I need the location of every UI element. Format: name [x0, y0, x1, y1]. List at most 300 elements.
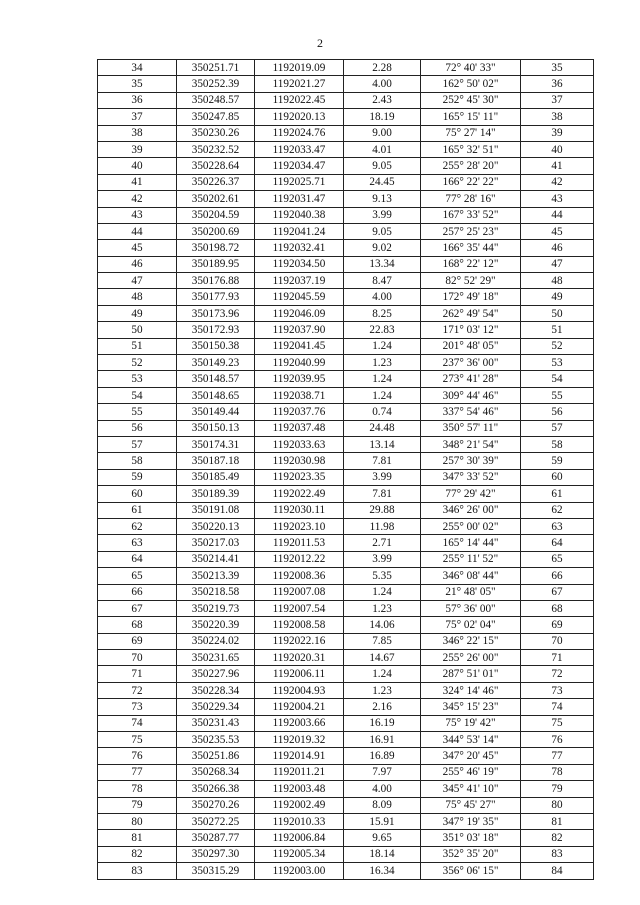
cell-distance: 2.71 — [344, 535, 421, 551]
cell-coord-x: 350231.43 — [177, 715, 255, 731]
cell-bearing: 201° 48' 05" — [421, 338, 521, 354]
cell-distance: 1.24 — [344, 371, 421, 387]
cell-coord-x: 350230.26 — [177, 125, 255, 141]
cell-distance: 9.00 — [344, 125, 421, 141]
cell-coord-x: 350315.29 — [177, 863, 255, 879]
cell-coord-x: 350224.02 — [177, 633, 255, 649]
cell-point-from: 35 — [98, 76, 177, 92]
table-row — [98, 109, 594, 125]
table-row — [98, 535, 594, 551]
table-row — [98, 371, 594, 387]
cell-coord-x: 350214.41 — [177, 551, 255, 567]
cell-point-from: 64 — [98, 551, 177, 567]
cell-point-to: 67 — [521, 584, 594, 600]
cell-distance: 16.34 — [344, 863, 421, 879]
cell-coord-y: 1192030.98 — [255, 453, 344, 469]
cell-point-from: 36 — [98, 92, 177, 108]
cell-coord-x: 350219.73 — [177, 600, 255, 616]
cell-point-from: 77 — [98, 764, 177, 780]
table-row — [98, 322, 594, 338]
table-row — [98, 617, 594, 633]
cell-distance: 4.01 — [344, 141, 421, 157]
table-row — [98, 305, 594, 321]
cell-coord-x: 350191.08 — [177, 502, 255, 518]
cell-point-to: 61 — [521, 486, 594, 502]
table-row — [98, 846, 594, 862]
cell-point-to: 72 — [521, 666, 594, 682]
cell-coord-y: 1192038.71 — [255, 387, 344, 403]
cell-distance: 0.74 — [344, 404, 421, 420]
table-row — [98, 830, 594, 846]
cell-coord-x: 350202.61 — [177, 191, 255, 207]
table-row — [98, 436, 594, 452]
cell-distance: 1.24 — [344, 387, 421, 403]
cell-point-from: 54 — [98, 387, 177, 403]
cell-bearing: 168° 22' 12" — [421, 256, 521, 272]
table-row — [98, 240, 594, 256]
cell-point-from: 79 — [98, 797, 177, 813]
cell-coord-y: 1192037.19 — [255, 273, 344, 289]
cell-distance: 3.99 — [344, 551, 421, 567]
cell-coord-y: 1192023.35 — [255, 469, 344, 485]
cell-point-from: 70 — [98, 650, 177, 666]
cell-bearing: 347° 33' 52" — [421, 469, 521, 485]
table-row — [98, 781, 594, 797]
cell-distance: 1.24 — [344, 666, 421, 682]
cell-coord-y: 1192041.24 — [255, 223, 344, 239]
cell-point-to: 58 — [521, 436, 594, 452]
cell-distance: 14.67 — [344, 650, 421, 666]
cell-point-to: 44 — [521, 207, 594, 223]
cell-distance: 14.06 — [344, 617, 421, 633]
cell-coord-x: 350228.34 — [177, 682, 255, 698]
cell-point-from: 52 — [98, 355, 177, 371]
cell-coord-y: 1192032.41 — [255, 240, 344, 256]
cell-distance: 5.35 — [344, 568, 421, 584]
cell-distance: 8.47 — [344, 273, 421, 289]
cell-point-from: 59 — [98, 469, 177, 485]
cell-bearing: 255° 11' 52" — [421, 551, 521, 567]
cell-coord-x: 350272.25 — [177, 813, 255, 829]
cell-point-to: 37 — [521, 92, 594, 108]
cell-coord-y: 1192034.47 — [255, 158, 344, 174]
cell-distance: 16.91 — [344, 732, 421, 748]
cell-bearing: 309° 44' 46" — [421, 387, 521, 403]
cell-point-from: 81 — [98, 830, 177, 846]
cell-distance: 1.24 — [344, 584, 421, 600]
cell-bearing: 324° 14' 46" — [421, 682, 521, 698]
cell-bearing: 171° 03' 12" — [421, 322, 521, 338]
cell-point-from: 66 — [98, 584, 177, 600]
cell-coord-x: 350228.64 — [177, 158, 255, 174]
cell-bearing: 257° 25' 23" — [421, 223, 521, 239]
cell-bearing: 262° 49' 54" — [421, 305, 521, 321]
cell-coord-x: 350187.18 — [177, 453, 255, 469]
cell-coord-y: 1192031.47 — [255, 191, 344, 207]
cell-point-to: 56 — [521, 404, 594, 420]
table-row — [98, 207, 594, 223]
cell-coord-y: 1192008.36 — [255, 568, 344, 584]
cell-coord-y: 1192007.08 — [255, 584, 344, 600]
cell-bearing: 346° 26' 00" — [421, 502, 521, 518]
cell-point-from: 83 — [98, 863, 177, 879]
cell-distance: 1.23 — [344, 600, 421, 616]
cell-coord-x: 350172.93 — [177, 322, 255, 338]
cell-bearing: 273° 41' 28" — [421, 371, 521, 387]
cell-coord-x: 350287.77 — [177, 830, 255, 846]
cell-coord-x: 350185.49 — [177, 469, 255, 485]
table-row — [98, 141, 594, 157]
cell-coord-x: 350248.57 — [177, 92, 255, 108]
cell-coord-x: 350227.96 — [177, 666, 255, 682]
cell-point-to: 62 — [521, 502, 594, 518]
cell-bearing: 167° 33' 52" — [421, 207, 521, 223]
cell-coord-x: 350217.03 — [177, 535, 255, 551]
cell-coord-y: 1192023.10 — [255, 518, 344, 534]
table-row — [98, 289, 594, 305]
cell-coord-x: 350213.39 — [177, 568, 255, 584]
table-row — [98, 60, 594, 76]
cell-coord-y: 1192019.09 — [255, 60, 344, 76]
table-row — [98, 748, 594, 764]
cell-point-from: 58 — [98, 453, 177, 469]
table-row — [98, 699, 594, 715]
cell-point-from: 76 — [98, 748, 177, 764]
cell-coord-x: 350173.96 — [177, 305, 255, 321]
cell-point-from: 73 — [98, 699, 177, 715]
cell-distance: 7.81 — [344, 486, 421, 502]
table-row — [98, 518, 594, 534]
cell-coord-y: 1192008.58 — [255, 617, 344, 633]
cell-bearing: 166° 35' 44" — [421, 240, 521, 256]
cell-point-from: 40 — [98, 158, 177, 174]
cell-coord-y: 1192003.00 — [255, 863, 344, 879]
cell-coord-y: 1192034.50 — [255, 256, 344, 272]
cell-coord-y: 1192021.27 — [255, 76, 344, 92]
cell-point-to: 35 — [521, 60, 594, 76]
cell-coord-y: 1192004.93 — [255, 682, 344, 698]
cell-coord-x: 350266.38 — [177, 781, 255, 797]
cell-point-to: 79 — [521, 781, 594, 797]
cell-point-from: 48 — [98, 289, 177, 305]
cell-bearing: 75° 27' 14" — [421, 125, 521, 141]
cell-distance: 9.65 — [344, 830, 421, 846]
cell-point-to: 42 — [521, 174, 594, 190]
cell-coord-x: 350149.23 — [177, 355, 255, 371]
cell-point-from: 69 — [98, 633, 177, 649]
cell-coord-y: 1192011.21 — [255, 764, 344, 780]
cell-point-from: 51 — [98, 338, 177, 354]
cell-point-to: 39 — [521, 125, 594, 141]
cell-distance: 4.00 — [344, 289, 421, 305]
cell-bearing: 346° 22' 15" — [421, 633, 521, 649]
table-row — [98, 600, 594, 616]
table-row — [98, 682, 594, 698]
cell-point-to: 82 — [521, 830, 594, 846]
cell-point-to: 63 — [521, 518, 594, 534]
cell-point-to: 54 — [521, 371, 594, 387]
cell-point-to: 60 — [521, 469, 594, 485]
cell-distance: 2.43 — [344, 92, 421, 108]
cell-distance: 7.81 — [344, 453, 421, 469]
cell-point-to: 69 — [521, 617, 594, 633]
cell-bearing: 345° 41' 10" — [421, 781, 521, 797]
cell-bearing: 348° 21' 54" — [421, 436, 521, 452]
cell-coord-y: 1192005.34 — [255, 846, 344, 862]
cell-coord-x: 350251.71 — [177, 60, 255, 76]
cell-coord-y: 1192045.59 — [255, 289, 344, 305]
cell-point-to: 81 — [521, 813, 594, 829]
cell-point-from: 75 — [98, 732, 177, 748]
cell-bearing: 350° 57' 11" — [421, 420, 521, 436]
cell-distance: 7.85 — [344, 633, 421, 649]
cell-point-to: 36 — [521, 76, 594, 92]
cell-point-from: 37 — [98, 109, 177, 125]
cell-coord-x: 350231.65 — [177, 650, 255, 666]
cell-coord-y: 1192037.48 — [255, 420, 344, 436]
cell-point-from: 50 — [98, 322, 177, 338]
cell-coord-y: 1192033.63 — [255, 436, 344, 452]
cell-distance: 24.48 — [344, 420, 421, 436]
table-row — [98, 223, 594, 239]
cell-bearing: 162° 50' 02" — [421, 76, 521, 92]
table-row — [98, 387, 594, 403]
cell-distance: 7.97 — [344, 764, 421, 780]
cell-point-to: 40 — [521, 141, 594, 157]
cell-distance: 22.83 — [344, 322, 421, 338]
cell-bearing: 351° 03' 18" — [421, 830, 521, 846]
cell-distance: 18.19 — [344, 109, 421, 125]
cell-coord-x: 350226.37 — [177, 174, 255, 190]
cell-bearing: 356° 06' 15" — [421, 863, 521, 879]
cell-coord-x: 350220.39 — [177, 617, 255, 633]
cell-coord-y: 1192039.95 — [255, 371, 344, 387]
cell-distance: 8.25 — [344, 305, 421, 321]
table-row — [98, 551, 594, 567]
cell-coord-y: 1192037.90 — [255, 322, 344, 338]
cell-coord-x: 350148.57 — [177, 371, 255, 387]
cell-point-to: 57 — [521, 420, 594, 436]
cell-point-from: 42 — [98, 191, 177, 207]
cell-coord-x: 350174.31 — [177, 436, 255, 452]
cell-bearing: 21° 48' 05" — [421, 584, 521, 600]
table-row — [98, 338, 594, 354]
cell-coord-y: 1192025.71 — [255, 174, 344, 190]
cell-coord-y: 1192041.45 — [255, 338, 344, 354]
cell-point-to: 78 — [521, 764, 594, 780]
cell-coord-x: 350247.85 — [177, 109, 255, 125]
table-body — [98, 60, 594, 880]
cell-point-to: 52 — [521, 338, 594, 354]
cell-coord-y: 1192040.99 — [255, 355, 344, 371]
cell-point-to: 75 — [521, 715, 594, 731]
table-row — [98, 502, 594, 518]
table-row — [98, 486, 594, 502]
table-row — [98, 191, 594, 207]
cell-coord-x: 350268.34 — [177, 764, 255, 780]
table-row — [98, 568, 594, 584]
cell-bearing: 237° 36' 00" — [421, 355, 521, 371]
cell-point-to: 59 — [521, 453, 594, 469]
cell-point-from: 60 — [98, 486, 177, 502]
cell-coord-y: 1192040.38 — [255, 207, 344, 223]
cell-coord-x: 350150.13 — [177, 420, 255, 436]
cell-point-from: 71 — [98, 666, 177, 682]
cell-point-from: 45 — [98, 240, 177, 256]
cell-point-from: 47 — [98, 273, 177, 289]
table-row — [98, 404, 594, 420]
cell-distance: 9.02 — [344, 240, 421, 256]
cell-coord-x: 350218.58 — [177, 584, 255, 600]
cell-coord-y: 1192024.76 — [255, 125, 344, 141]
table-row — [98, 715, 594, 731]
cell-distance: 29.88 — [344, 502, 421, 518]
table-row — [98, 732, 594, 748]
cell-point-to: 80 — [521, 797, 594, 813]
cell-coord-y: 1192011.53 — [255, 535, 344, 551]
cell-distance: 24.45 — [344, 174, 421, 190]
table-row — [98, 453, 594, 469]
cell-point-from: 65 — [98, 568, 177, 584]
cell-distance: 16.19 — [344, 715, 421, 731]
cell-bearing: 72° 40' 33" — [421, 60, 521, 76]
table-row — [98, 797, 594, 813]
cell-point-to: 49 — [521, 289, 594, 305]
cell-point-from: 49 — [98, 305, 177, 321]
cell-bearing: 252° 45' 30" — [421, 92, 521, 108]
cell-point-to: 55 — [521, 387, 594, 403]
cell-point-from: 41 — [98, 174, 177, 190]
cell-point-from: 82 — [98, 846, 177, 862]
cell-coord-x: 350149.44 — [177, 404, 255, 420]
cell-coord-y: 1192006.11 — [255, 666, 344, 682]
cell-coord-x: 350220.13 — [177, 518, 255, 534]
cell-bearing: 287° 51' 01" — [421, 666, 521, 682]
table-row — [98, 174, 594, 190]
cell-point-from: 39 — [98, 141, 177, 157]
cell-coord-x: 350148.65 — [177, 387, 255, 403]
cell-coord-y: 1192020.13 — [255, 109, 344, 125]
cell-distance: 9.13 — [344, 191, 421, 207]
table-row — [98, 633, 594, 649]
cell-bearing: 172° 49' 18" — [421, 289, 521, 305]
cell-bearing: 255° 28' 20" — [421, 158, 521, 174]
cell-distance: 1.23 — [344, 682, 421, 698]
cell-point-to: 45 — [521, 223, 594, 239]
table-row — [98, 863, 594, 879]
cell-distance: 11.98 — [344, 518, 421, 534]
cell-coord-x: 350232.52 — [177, 141, 255, 157]
cell-point-from: 53 — [98, 371, 177, 387]
cell-distance: 1.24 — [344, 338, 421, 354]
cell-coord-x: 350270.26 — [177, 797, 255, 813]
cell-distance: 4.00 — [344, 781, 421, 797]
cell-point-from: 80 — [98, 813, 177, 829]
cell-coord-y: 1192022.49 — [255, 486, 344, 502]
table-row — [98, 273, 594, 289]
cell-point-from: 63 — [98, 535, 177, 551]
cell-point-to: 65 — [521, 551, 594, 567]
cell-coord-y: 1192006.84 — [255, 830, 344, 846]
cell-coord-x: 350176.88 — [177, 273, 255, 289]
cell-point-to: 38 — [521, 109, 594, 125]
cell-bearing: 347° 20' 45" — [421, 748, 521, 764]
coordinates-table — [97, 59, 594, 880]
cell-coord-x: 350251.86 — [177, 748, 255, 764]
cell-bearing: 77° 28' 16" — [421, 191, 521, 207]
cell-point-from: 34 — [98, 60, 177, 76]
cell-bearing: 165° 15' 11" — [421, 109, 521, 125]
cell-bearing: 255° 46' 19" — [421, 764, 521, 780]
cell-point-to: 41 — [521, 158, 594, 174]
cell-coord-y: 1192004.21 — [255, 699, 344, 715]
cell-point-to: 50 — [521, 305, 594, 321]
cell-distance: 13.14 — [344, 436, 421, 452]
cell-point-to: 47 — [521, 256, 594, 272]
cell-coord-y: 1192020.31 — [255, 650, 344, 666]
cell-distance: 8.09 — [344, 797, 421, 813]
cell-coord-y: 1192022.45 — [255, 92, 344, 108]
table-row — [98, 764, 594, 780]
cell-point-to: 53 — [521, 355, 594, 371]
cell-point-from: 72 — [98, 682, 177, 698]
cell-coord-x: 350198.72 — [177, 240, 255, 256]
cell-bearing: 344° 53' 14" — [421, 732, 521, 748]
cell-point-to: 46 — [521, 240, 594, 256]
cell-bearing: 345° 15' 23" — [421, 699, 521, 715]
cell-bearing: 257° 30' 39" — [421, 453, 521, 469]
cell-coord-y: 1192003.48 — [255, 781, 344, 797]
cell-coord-x: 350200.69 — [177, 223, 255, 239]
cell-distance: 3.99 — [344, 469, 421, 485]
cell-point-to: 77 — [521, 748, 594, 764]
cell-coord-y: 1192007.54 — [255, 600, 344, 616]
cell-distance: 2.16 — [344, 699, 421, 715]
cell-distance: 15.91 — [344, 813, 421, 829]
cell-point-to: 70 — [521, 633, 594, 649]
cell-bearing: 347° 19' 35" — [421, 813, 521, 829]
cell-bearing: 75° 45' 27" — [421, 797, 521, 813]
cell-point-to: 74 — [521, 699, 594, 715]
cell-bearing: 57° 36' 00" — [421, 600, 521, 616]
cell-coord-y: 1192012.22 — [255, 551, 344, 567]
table-row — [98, 584, 594, 600]
cell-coord-x: 350177.93 — [177, 289, 255, 305]
cell-point-to: 84 — [521, 863, 594, 879]
cell-bearing: 337° 54' 46" — [421, 404, 521, 420]
cell-distance: 9.05 — [344, 223, 421, 239]
table-row — [98, 76, 594, 92]
cell-point-from: 55 — [98, 404, 177, 420]
cell-coord-y: 1192002.49 — [255, 797, 344, 813]
cell-bearing: 82° 52' 29" — [421, 273, 521, 289]
cell-distance: 4.00 — [344, 76, 421, 92]
cell-point-from: 78 — [98, 781, 177, 797]
table-row — [98, 666, 594, 682]
cell-point-to: 71 — [521, 650, 594, 666]
cell-coord-x: 350297.30 — [177, 846, 255, 862]
cell-point-from: 62 — [98, 518, 177, 534]
cell-coord-y: 1192019.32 — [255, 732, 344, 748]
cell-coord-x: 350229.34 — [177, 699, 255, 715]
cell-point-from: 38 — [98, 125, 177, 141]
cell-coord-x: 350189.39 — [177, 486, 255, 502]
cell-point-to: 43 — [521, 191, 594, 207]
table-row — [98, 650, 594, 666]
table-row — [98, 469, 594, 485]
cell-distance: 2.28 — [344, 60, 421, 76]
cell-bearing: 165° 32' 51" — [421, 141, 521, 157]
